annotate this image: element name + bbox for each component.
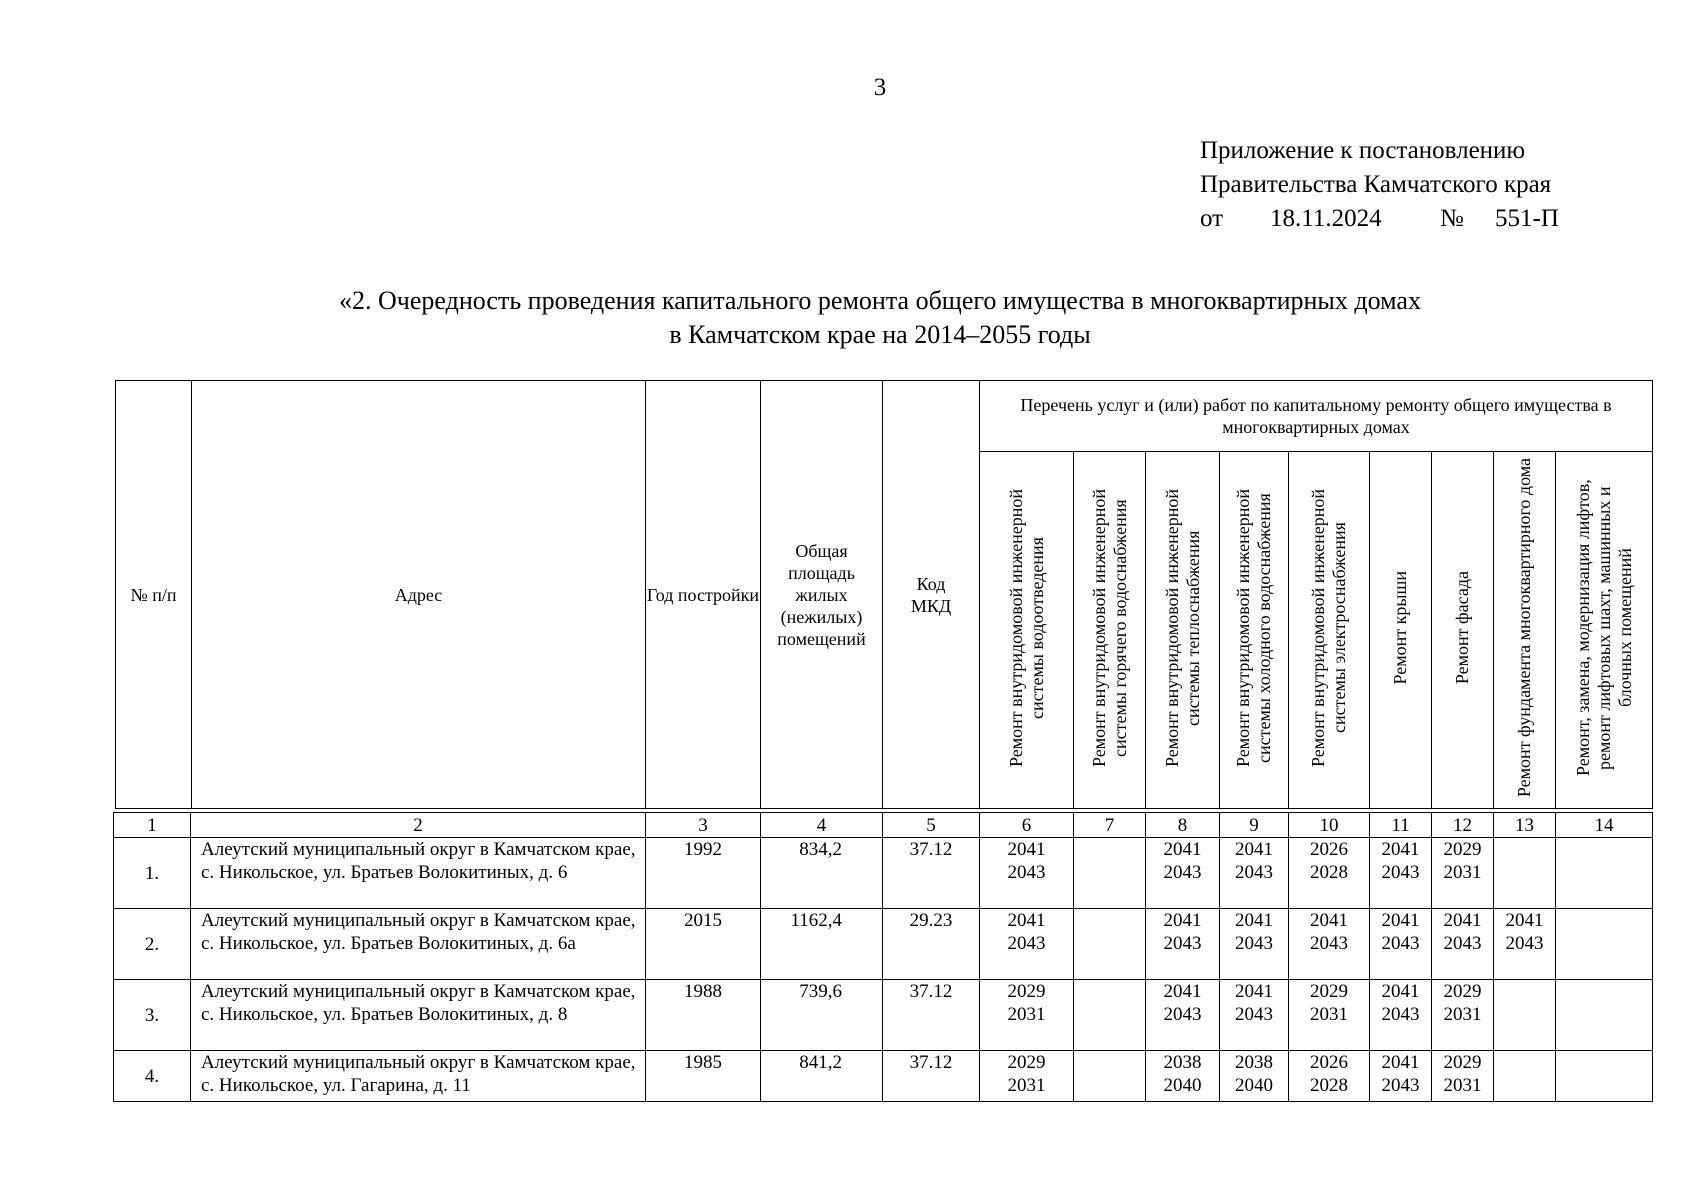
appendix-line-3	[1200, 202, 1559, 236]
row-work-6: 2029 2031	[980, 980, 1074, 1051]
row-work-12: 2029 2031	[1432, 1051, 1494, 1102]
header-work-11: Ремонт крыши	[1370, 452, 1432, 809]
row-number: 3.	[114, 980, 191, 1051]
header-work-12: Ремонт фасада	[1432, 452, 1494, 809]
column-number: 13	[1494, 813, 1556, 838]
row-year: 2015	[646, 909, 761, 980]
appendix-from-label: от	[1200, 205, 1224, 232]
table-row	[114, 980, 1653, 1051]
row-area: 739,6	[761, 980, 883, 1051]
column-number: 11	[1370, 813, 1432, 838]
row-work-10: 2029 2031	[1289, 980, 1370, 1051]
row-work-7	[1074, 838, 1146, 909]
appendix-number-sign: №	[1440, 205, 1464, 232]
column-number: 14	[1556, 813, 1653, 838]
row-address: Алеутский муниципальный округ в Камчатском крае, с. Никольское, ул. Братьев Волокитиных, д. 6	[191, 838, 646, 909]
row-year: 1988	[646, 980, 761, 1051]
row-number: 1.	[114, 838, 191, 909]
header-work-7: Ремонт внутридомовой инженерной системы горячего водоснабжения	[1074, 452, 1146, 809]
header-num: № п/п	[116, 381, 192, 809]
row-work-13: 2041 2043	[1494, 909, 1556, 980]
column-number: 9	[1220, 813, 1289, 838]
appendix-number: 551-П	[1495, 205, 1559, 232]
document-title	[0, 284, 1697, 352]
row-work-11: 2041 2043	[1370, 909, 1432, 980]
row-area: 841,2	[761, 1051, 883, 1102]
header-year: Год постройки	[646, 381, 761, 809]
row-address: Алеутский муниципальный округ в Камчатском крае, с. Никольское, ул. Гагарина, д. 11	[191, 1051, 646, 1102]
table-body	[113, 812, 1653, 1102]
row-work-8: 2041 2043	[1146, 838, 1220, 909]
row-work-14	[1556, 980, 1653, 1051]
header-work-6: Ремонт внутридомовой инженерной системы водоотведения	[980, 452, 1074, 809]
column-number: 1	[114, 813, 191, 838]
header-address: Адрес	[192, 381, 646, 809]
row-address: Алеутский муниципальный округ в Камчатском крае, с. Никольское, ул. Братьев Волокитиных, д. 8	[191, 980, 646, 1051]
row-work-12: 2029 2031	[1432, 980, 1494, 1051]
row-work-13	[1494, 980, 1556, 1051]
header-work-13: Ремонт фундамента многоквартирного дома	[1494, 452, 1556, 809]
row-number: 2.	[114, 909, 191, 980]
row-code: 37.12	[883, 980, 980, 1051]
row-work-11: 2041 2043	[1370, 838, 1432, 909]
row-work-6: 2041 2043	[980, 838, 1074, 909]
column-number: 6	[980, 813, 1074, 838]
appendix-block	[1200, 134, 1559, 236]
header-works-group: Перечень услуг и (или) работ по капитальному ремонту общего имущества в многоквартирных домах	[980, 381, 1653, 452]
column-number: 2	[191, 813, 646, 838]
appendix-line-2: Правительства Камчатского края	[1200, 171, 1552, 198]
column-number: 12	[1432, 813, 1494, 838]
row-area: 1162,4	[761, 909, 883, 980]
column-number: 7	[1074, 813, 1146, 838]
header-area: Общая площадь жилых (нежилых) помещений	[761, 381, 883, 809]
row-work-11: 2041 2043	[1370, 980, 1432, 1051]
title-line-1: «2. Очередность проведения капитального ремонта общего имущества в многоквартирных домах	[339, 286, 1421, 315]
row-work-7	[1074, 909, 1146, 980]
column-number: 5	[883, 813, 980, 838]
table-header	[115, 380, 1653, 809]
row-work-6: 2029 2031	[980, 1051, 1074, 1102]
header-work-14: Ремонт, замена, модернизация лифтов, ремонт лифтовых шахт, машинных и блочных помещений	[1556, 452, 1653, 809]
header-work-9: Ремонт внутридомовой инженерной системы холодного водоснабжения	[1220, 452, 1289, 809]
row-number: 4.	[114, 1051, 191, 1102]
row-work-8: 2041 2043	[1146, 909, 1220, 980]
row-work-6: 2041 2043	[980, 909, 1074, 980]
row-work-13	[1494, 838, 1556, 909]
row-work-13	[1494, 1051, 1556, 1102]
row-work-14	[1556, 1051, 1653, 1102]
row-work-8: 2038 2040	[1146, 1051, 1220, 1102]
header-code: Код МКД	[883, 381, 980, 809]
column-number-row	[114, 813, 1653, 838]
column-number: 10	[1289, 813, 1370, 838]
row-work-9: 2041 2043	[1220, 909, 1289, 980]
page-number: 3	[873, 74, 887, 101]
row-work-12: 2029 2031	[1432, 838, 1494, 909]
row-area: 834,2	[761, 838, 883, 909]
row-work-12: 2041 2043	[1432, 909, 1494, 980]
row-work-7	[1074, 980, 1146, 1051]
row-work-14	[1556, 909, 1653, 980]
row-work-10: 2041 2043	[1289, 909, 1370, 980]
column-number: 3	[646, 813, 761, 838]
appendix-date: 18.11.2024	[1270, 205, 1382, 232]
row-year: 1992	[646, 838, 761, 909]
row-work-9: 2038 2040	[1220, 1051, 1289, 1102]
row-work-10: 2026 2028	[1289, 1051, 1370, 1102]
row-work-9: 2041 2043	[1220, 838, 1289, 909]
row-work-8: 2041 2043	[1146, 980, 1220, 1051]
table-row	[114, 838, 1653, 909]
row-work-9: 2041 2043	[1220, 980, 1289, 1051]
row-work-7	[1074, 1051, 1146, 1102]
row-work-10: 2026 2028	[1289, 838, 1370, 909]
row-address: Алеутский муниципальный округ в Камчатском крае, с. Никольское, ул. Братьев Волокитиных, д. 6а	[191, 909, 646, 980]
row-work-11: 2041 2043	[1370, 1051, 1432, 1102]
table-row	[114, 1051, 1653, 1102]
row-code: 29.23	[883, 909, 980, 980]
row-work-14	[1556, 838, 1653, 909]
header-work-8: Ремонт внутридомовой инженерной системы теплоснабжения	[1146, 452, 1220, 809]
header-work-10: Ремонт внутридомовой инженерной системы электроснабжения	[1289, 452, 1370, 809]
appendix-line-1: Приложение к постановлению	[1200, 137, 1526, 164]
row-code: 37.12	[883, 1051, 980, 1102]
column-number: 4	[761, 813, 883, 838]
row-year: 1985	[646, 1051, 761, 1102]
title-line-2: в Камчатском крае на 2014–2055 годы	[669, 320, 1091, 349]
table-row	[114, 909, 1653, 980]
row-code: 37.12	[883, 838, 980, 909]
column-number: 8	[1146, 813, 1220, 838]
